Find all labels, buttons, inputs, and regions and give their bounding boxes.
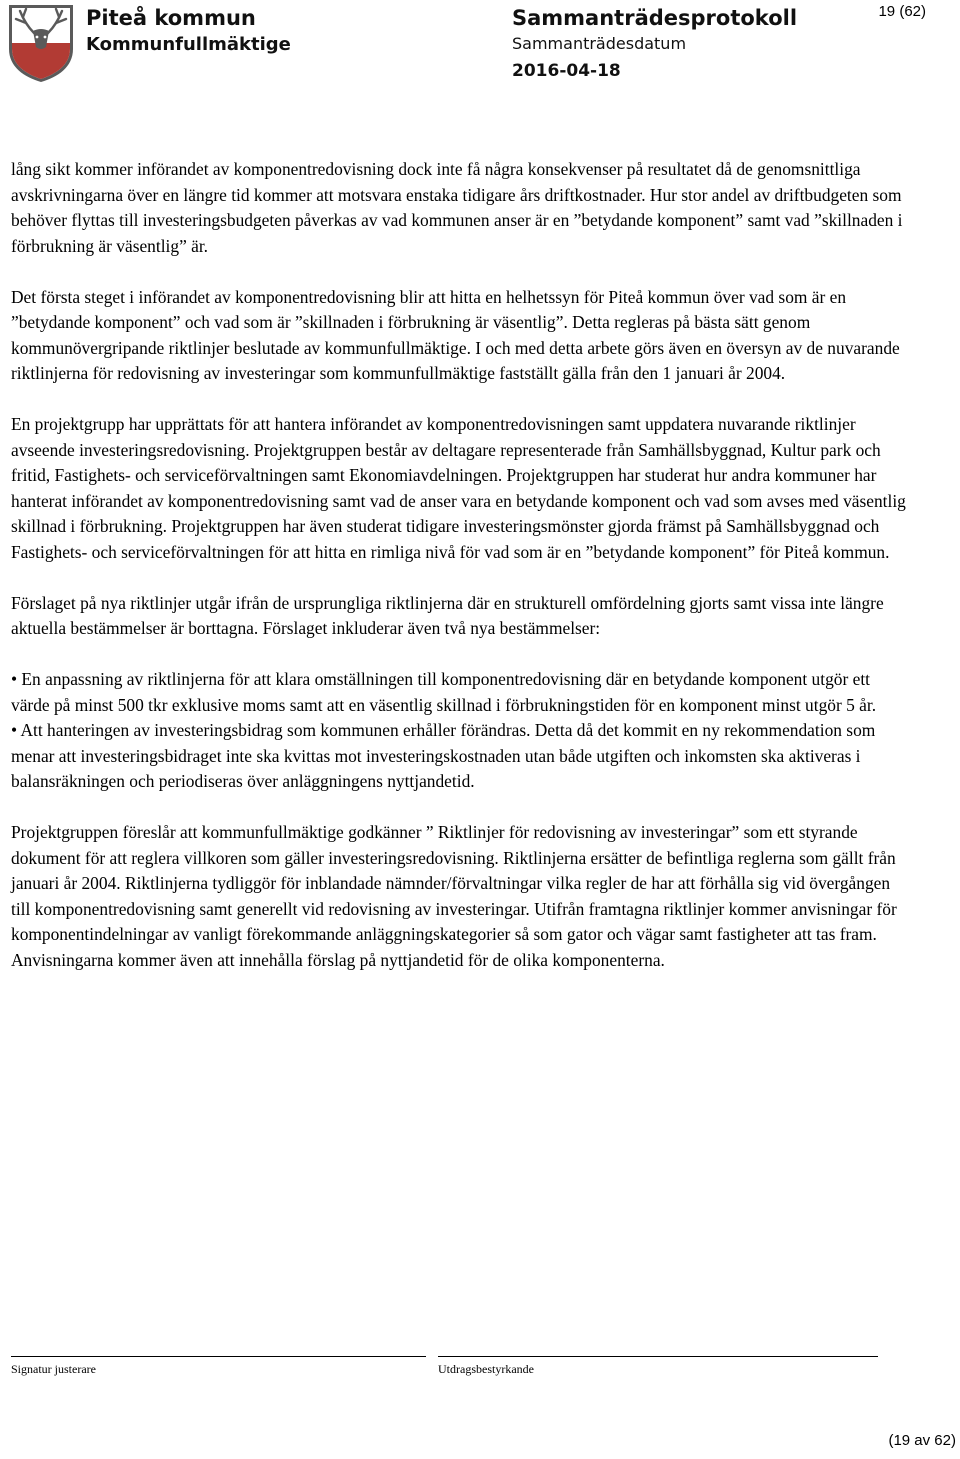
- extract-label: Utdragsbestyrkande: [438, 1362, 534, 1376]
- paragraph: lång sikt kommer införandet av komponentredovisning dock inte få några konsekvenser på resultatet då de genomsnittliga avskrivningarna över en längre tid kommer att motsvara enstaka tidigare års driftkostnader. Hur stor andel av driftbudgeten som behöver flyttas till investeringsbudgeten påverkas av vad kommunen anser är en ”betydande komponent” samt vad ”skillnaden i förbrukning är väsentlig” är.: [11, 159, 903, 256]
- paragraph: Det första steget i införandet av komponentredovisning blir att hitta en helhetssyn för Piteå kommun över vad som är en ”betydande komponent” och vad som är ”skillnaden i förbrukning är väsentlig”. Detta regleras på bästa sätt genom kommunövergripande riktlinjer beslutade av kommunfullmäktige. I och med detta arbete görs även en översyn av de nuvarande riktlinjerna för redovisning av investeringar som kommunfullmäktige fastställt gälla från den 1 januari år 2004.: [11, 286, 900, 383]
- date-label: Sammanträdesdatum: [512, 34, 687, 53]
- paragraph: En projektgrupp har upprättats för att hantera införandet av komponentredovisningen samt uppdatera nuvarande riktlinjer avseende investeringsredovisning. Projektgruppen består av deltagare representerade från Samhällsbyggnad, Kultur park och fritid, Fastighets- och serviceförvaltningen samt Ekonomiavdelningen. Projektgruppen har studerat hur andra kommuner har hanterat införandet av komponentredovisning samt vad de anser vara en betydande komponent och vad som avses med väsentlig skillnad i förbrukning. Projektgruppen har även studerat tidigare investeringsmönster gjorda främst på Samhällsbyggnad och Fastighets- och serviceförvaltningen för att hitta en rimliga nivå för vad som är en ”betydande komponent” för Piteå kommun.: [11, 414, 906, 562]
- page-number: 19 (62): [878, 3, 926, 20]
- document-body: [11, 157, 911, 999]
- paragraph: Projektgruppen föreslår att kommunfullmäktige godkänner ” Riktlinjer för redovisning av investeringar” som ett styrande dokument för att reglera villkoren som gäller investeringsredovisning. Riktlinjerna ersätter de befintliga reglerna som gällt från januari år 2004. Riktlinjerna tydliggör för inblandade nämnder/förvaltningar vilka regler de har att förhålla sig vid övergången till komponentredovisning samt generellt vid redovisning av investeringar. Utifrån framtagna riktlinjer kommer anvisningar för komponentindelningar av vanligt förekommande anläggningskategorier så som gator och vägar samt fastigheter att tas fram. Anvisningarna kommer även att innehålla förslag på nyttjandetid för de olika komponenterna.: [11, 822, 897, 970]
- bullet-item: • Att hanteringen av investeringsbidrag som kommunen erhåller förändras. Detta då det kommit en ny rekommendation som menar att investeringsbidraget inte ska kvittas mot investeringskostnaden utan både utgiften och inkomsten ska aktiveras i balansräkningen och periodiseras över anläggningens nyttjandetid.: [11, 720, 876, 791]
- paragraph: Förslaget på nya riktlinjer utgår ifrån de ursprungliga riktlinjerna där en strukturell omfördelning gjorts samt vissa inte längre aktuella bestämmelser är borttagna. Förslaget inkluderar även två nya bestämmelser:: [11, 592, 884, 638]
- bullet-item: • En anpassning av riktlinjerna för att klara omställningen till komponentredovisning där en betydande komponent utgör ett värde på minst 500 tkr exklusive moms samt att en väsentlig skillnad i förbrukningstiden för en komponent minst utgör 5 år.: [11, 669, 877, 715]
- protocol-block: [512, 5, 797, 86]
- pitea-coat-of-arms-icon: [6, 3, 76, 83]
- doc-title: Sammanträdesprotokoll: [512, 6, 798, 30]
- signature-label: Signatur justerare: [11, 1362, 96, 1376]
- extract-line: [438, 1356, 878, 1357]
- organization-block: [86, 5, 291, 58]
- meeting-date: 2016-04-18: [512, 61, 621, 81]
- page-header: [0, 0, 960, 90]
- board-name: Kommunfullmäktige: [86, 34, 291, 55]
- total-page-indicator: (19 av 62): [888, 1432, 956, 1449]
- org-name: Piteå kommun: [86, 6, 256, 30]
- signature-line: [11, 1356, 426, 1357]
